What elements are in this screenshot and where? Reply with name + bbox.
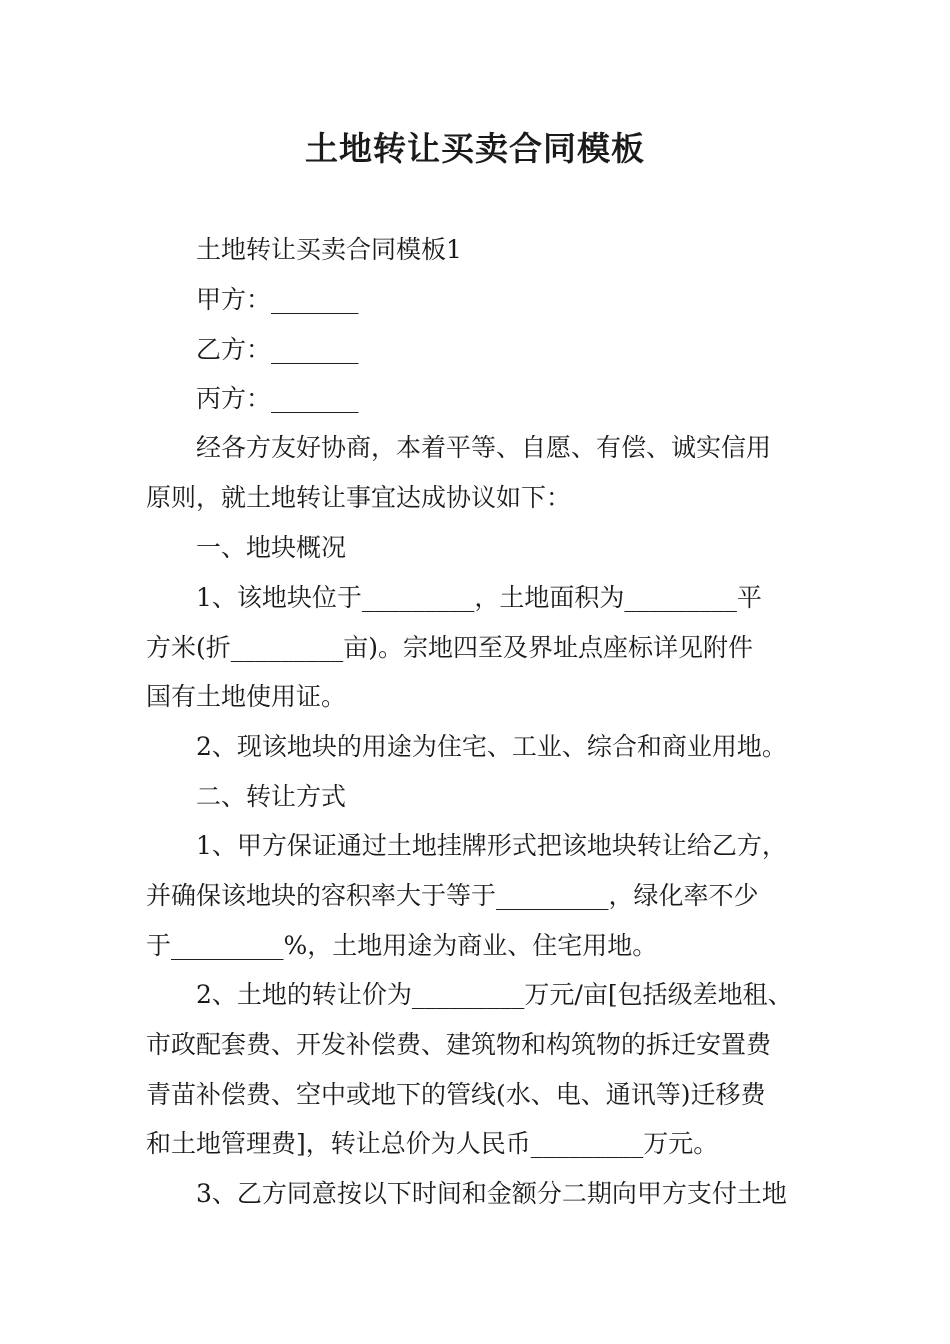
paragraph-line: 和土地管理费]，转让总价为人民币_________万元。 xyxy=(146,1129,719,1158)
paragraph-line: 2、土地的转让价为_________万元/亩[包括级差地租、 xyxy=(196,980,793,1009)
section-heading-2: 二、转让方式 xyxy=(196,782,347,811)
paragraph-line: 并确保该地块的容积率大于等于_________，绿化率不少 xyxy=(146,881,759,910)
paragraph-line: 市政配套费、开发补偿费、建筑物和构筑物的拆迁安置费 xyxy=(146,1030,772,1059)
party-a-line: 甲方：_______ xyxy=(196,285,359,314)
paragraph-line: 方米(折_________亩)。宗地四至及界址点座标详见附件 xyxy=(146,633,754,662)
party-b-line: 乙方：_______ xyxy=(196,335,359,364)
paragraph-line: 1、该地块位于_________，土地面积为_________平 xyxy=(196,583,762,612)
paragraph-line: 原则，就土地转让事宜达成协议如下： xyxy=(146,483,572,512)
paragraph-line: 2、现该地块的用途为住宅、工业、综合和商业用地。 xyxy=(196,732,787,761)
paragraph-line: 1、甲方保证通过土地挂牌形式把该地块转让给乙方， xyxy=(196,831,787,860)
paragraph-line: 于_________%，土地用途为商业、住宅用地。 xyxy=(146,931,658,960)
paragraph-line: 青苗补偿费、空中或地下的管线(水、电、通讯等)迁移费 xyxy=(146,1080,766,1109)
document-title: 土地转让买卖合同模板 xyxy=(305,129,645,168)
section-heading-1: 一、地块概况 xyxy=(196,533,347,562)
paragraph-line: 经各方友好协商，本着平等、自愿、有偿、诚实信用 xyxy=(196,433,772,462)
party-c-line: 丙方：_______ xyxy=(196,384,359,413)
paragraph-line: 国有土地使用证。 xyxy=(146,682,347,711)
section-heading: 土地转让买卖合同模板1 xyxy=(196,235,462,264)
paragraph-line: 3、乙方同意按以下时间和金额分二期向甲方支付土地 xyxy=(196,1179,787,1208)
